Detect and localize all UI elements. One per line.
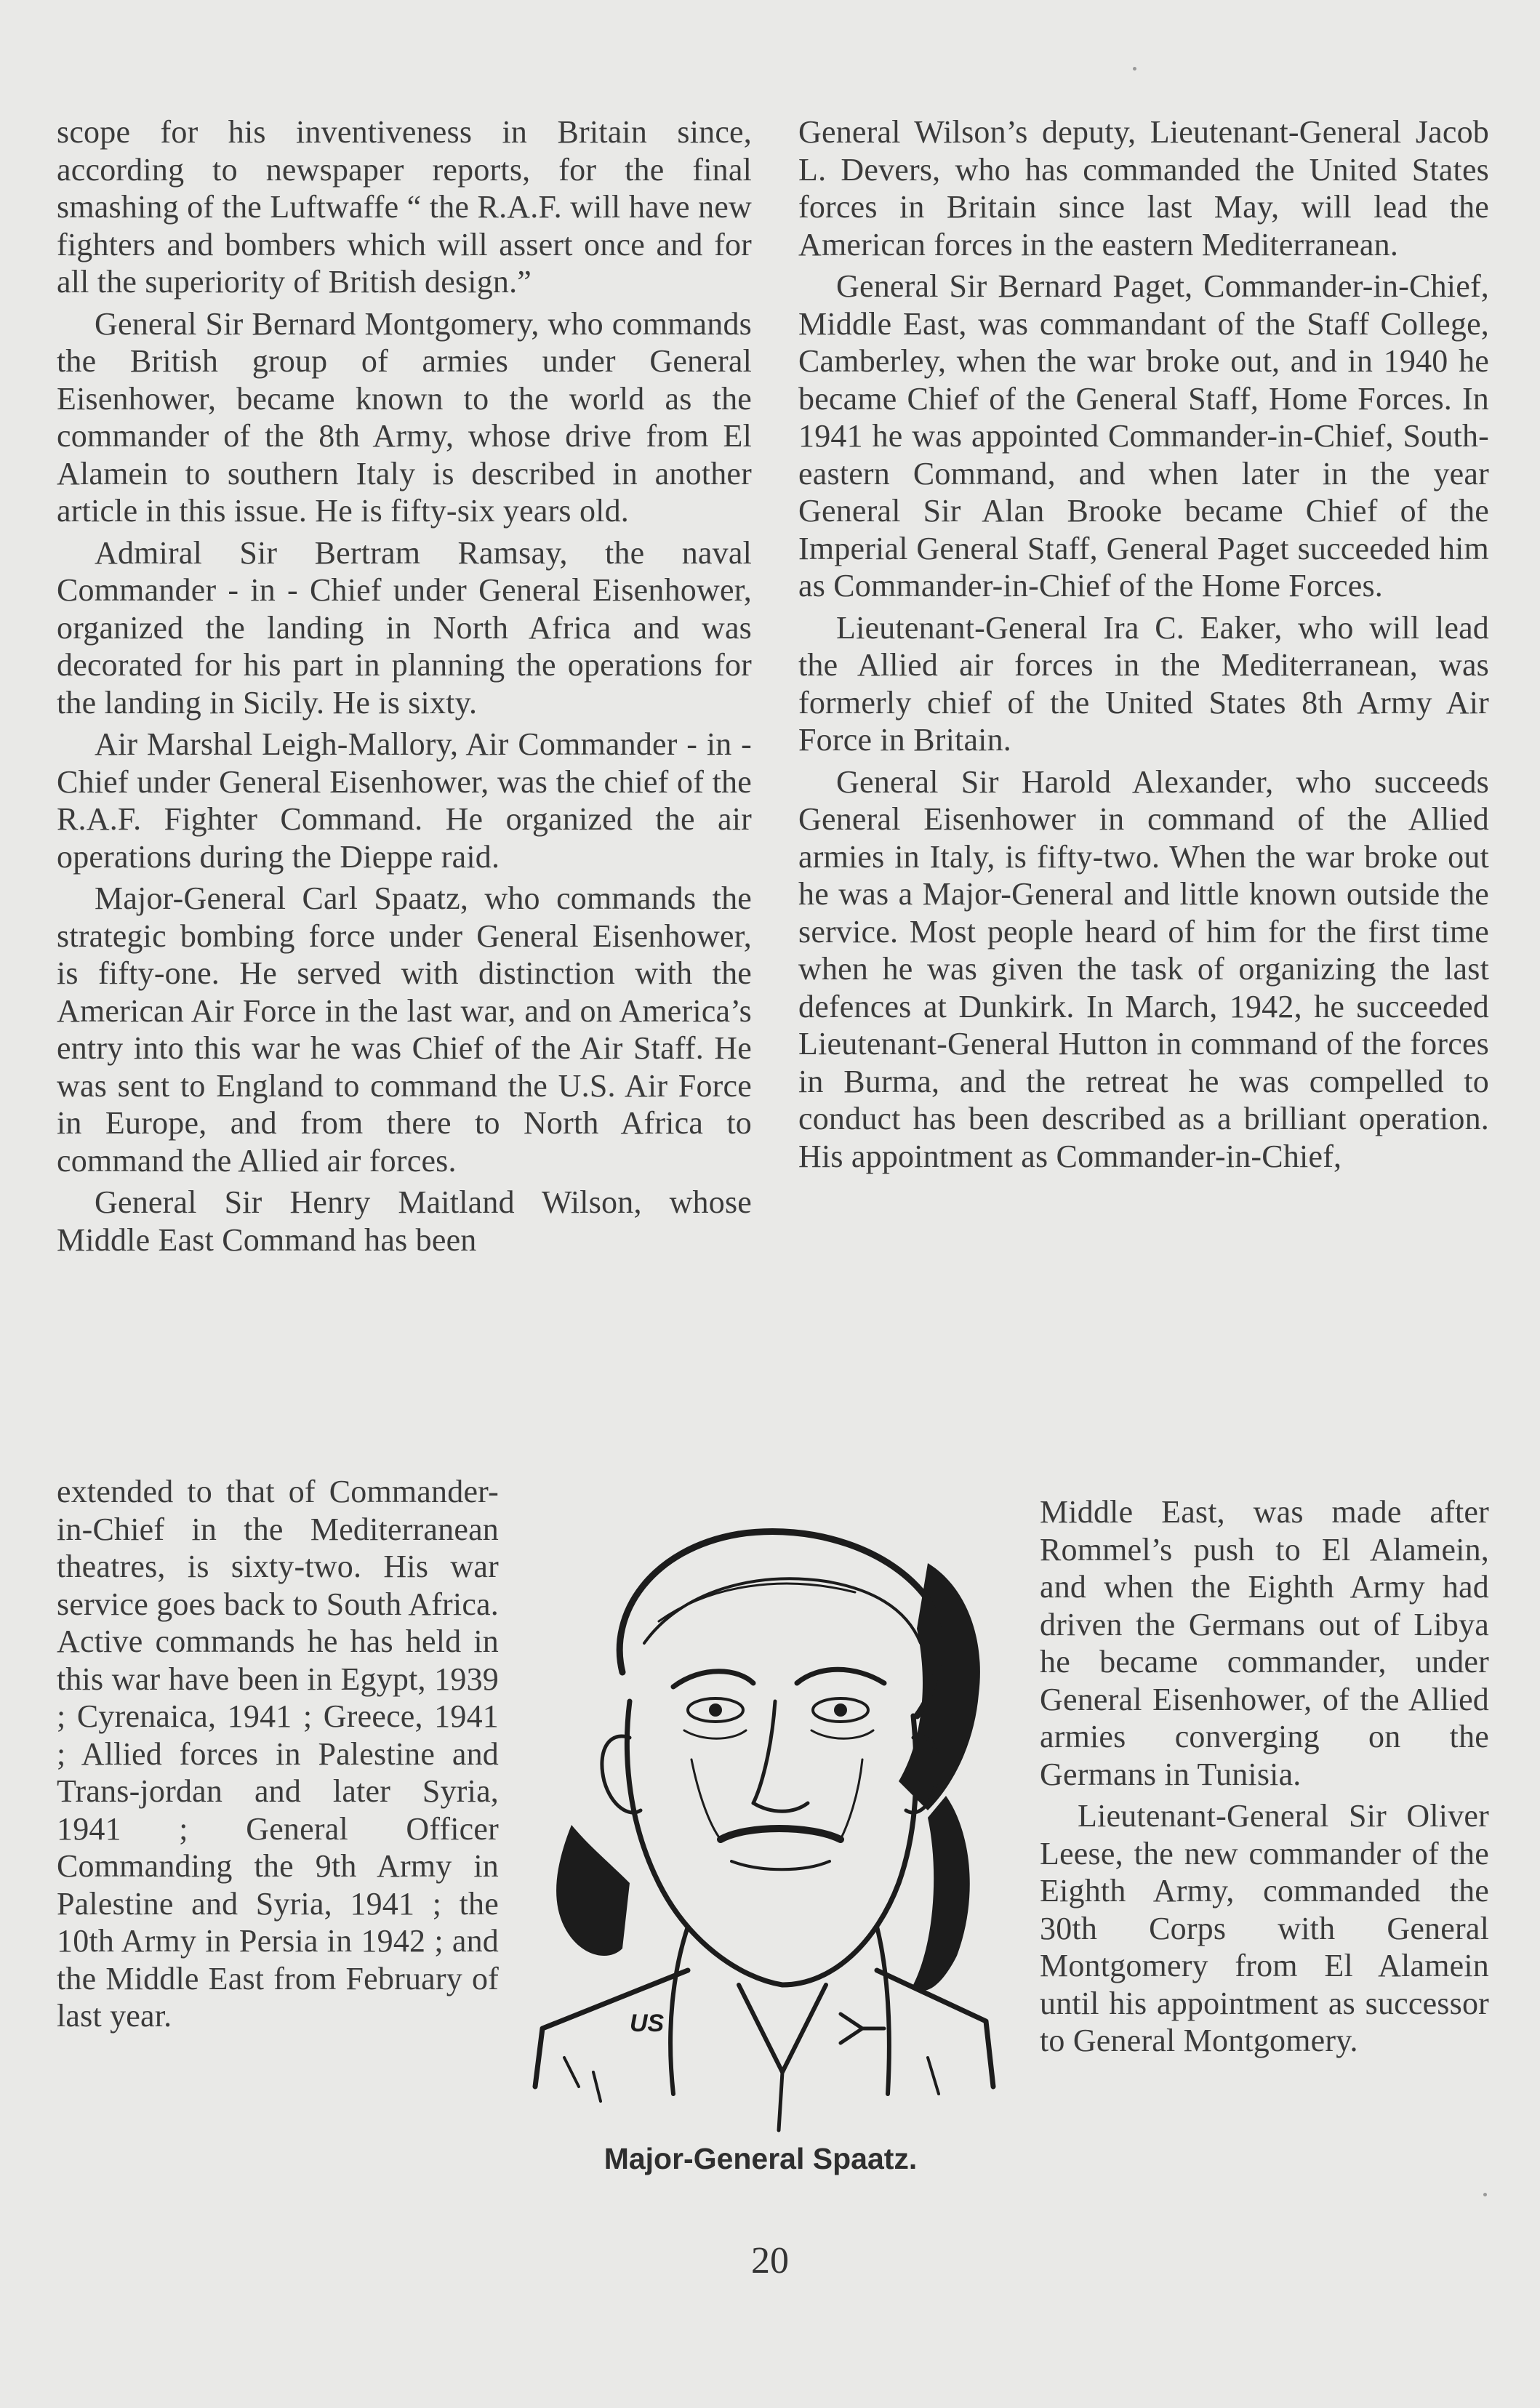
paragraph-devers: General Wilson’s deputy, Lieutenant-General Jacob L. Devers, who has commanded the United States forces in Britain since last May, will lead the American forces in the eastern Mediterranean. <box>798 114 1489 262</box>
illustration-caption: Major-General Spaatz. <box>603 2142 918 2175</box>
paragraph-ramsay: Admiral Sir Bertram Ramsay, the naval Commander - in - Chief under General Eisenhower, organized the landing in North Africa and was decorated for his part in planning the operations for the landing in Sicily. He is sixty. <box>57 534 752 721</box>
paragraph-spaatz: Major-General Carl Spaatz, who commands the strategic bombing force under General Eisenhower, is fifty-one. He served with distinction with the American Air Force in the last war, and on America’s entry into this war he was Chief of the Air Staff. He was sent to England to command the U.S. Air Force in Europe, and from there to North Africa to command the Allied air forces. <box>57 880 752 1179</box>
paper-speck <box>1133 67 1136 71</box>
paragraph-paget: General Sir Bernard Paget, Commander-in-Chief, Middle East, was commandant of the Staff College, Camberley, when the war broke out, and in 1940 he became Chief of the General Staff, Home Forces. In 1941 he was appointed Commander-in-Chief, South-eastern Command, and when later in the year General Sir Alan Brooke became Chief of the Imperial General Staff, General Paget succeeded him as Commander-in-Chief of the Home Forces. <box>798 268 1489 603</box>
paragraph-eaker: Lieutenant-General Ira C. Eaker, who will lead the Allied air forces in the Mediterranean, was formerly chief of the United States 8th Army Air Force in Britain. <box>798 609 1489 758</box>
left-column <box>57 113 752 1259</box>
paragraph-wilson-continued: extended to that of Commander-in-Chief in the Mediterranean theatres, is sixty-two. His war service goes back to South Africa. Active commands he has held in this war have been in Egypt, 1939 ; Cyrenaica, 1941 ; Greece, 1941 ; Allied forces in Palestine and Trans-jordan and later Syria, 1941 ; General Officer Commanding the 9th Army in Palestine and Syria, 1941 ; the 10th Army in Persia in 1942 ; and the Middle East from February of last year. <box>57 1474 499 2034</box>
paragraph-wilson-start: General Sir Henry Maitland Wilson, whose Middle East Command has been <box>57 1184 752 1258</box>
spaatz-portrait-illustration <box>521 1520 1000 2138</box>
right-column <box>798 113 1489 1175</box>
paper-speck <box>1483 2193 1487 2196</box>
us-collar-insignia: US <box>630 2010 665 2037</box>
page-number: 20 <box>751 2240 789 2281</box>
paragraph-leigh-mallory: Air Marshal Leigh-Mallory, Air Commander - in - Chief under General Eisenhower, was the chief of the R.A.F. Fighter Command. He organized the air operations during the Dieppe raid. <box>57 726 752 875</box>
right-column-wrapped <box>1040 1493 1489 2060</box>
paragraph-leese: Lieutenant-General Sir Oliver Leese, the new commander of the Eighth Army, commanded the 30th Corps with General Montgomery from El Alamein until his appointment as successor to General Montgomery. <box>1040 1798 1489 2058</box>
paragraph-alexander-continued: Middle East, was made after Rommel’s push to El Alamein, and when the Eighth Army had driven the Germans out of Libya he became commander, under General Eisenhower, of the Allied armies converging on the Germans in Tunisia. <box>1040 1494 1489 1792</box>
paragraph-alexander: General Sir Harold Alexander, who succeeds General Eisenhower in command of the Allied armies in Italy, is fifty-two. When the war broke out he was a Major-General and little known outside the service. Most people heard of him for the first time when he was given the task of organizing the last defences at Dunkirk. In March, 1942, he succeeded Lieutenant-General Hutton in command of the forces in Burma, and the retreat he was compelled to conduct has been described as a brilliant operation. His appointment as Commander-in-Chief, <box>798 763 1489 1174</box>
paragraph-british-design: scope for his inventiveness in Britain since, according to newspaper reports, for the final smashing of the Luftwaffe “ the R.A.F. will have new fighters and bombers which will assert once and for all the superiority of British design.” <box>57 114 752 300</box>
left-column-wrapped <box>57 1473 499 2035</box>
paragraph-montgomery: General Sir Bernard Montgomery, who commands the British group of armies under General Eisenhower, became known to the world as the commander of the 8th Army, whose drive from El Alamein to southern Italy is described in another article in this issue. He is fifty-six years old. <box>57 305 752 529</box>
